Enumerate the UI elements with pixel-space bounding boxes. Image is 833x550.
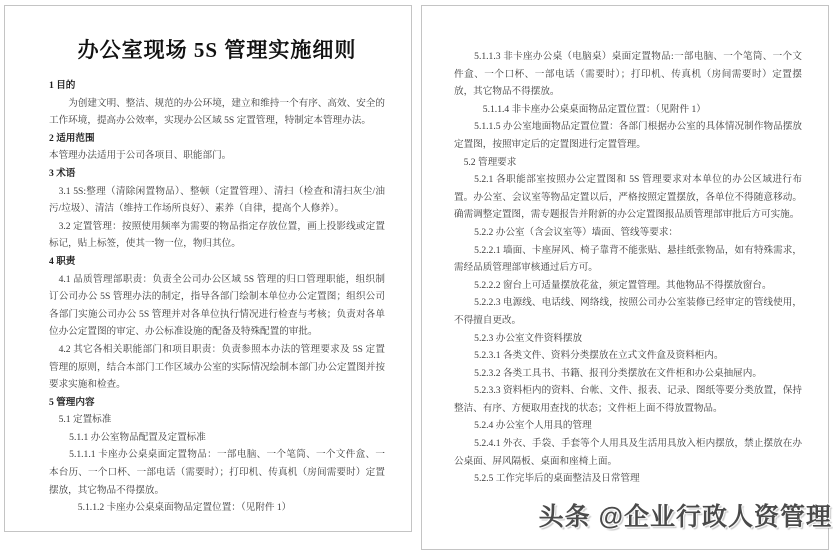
paragraph: 5.2.3 办公室文件资料摆放	[474, 332, 583, 344]
section-heading: 1 目的	[49, 80, 76, 91]
document-page-left	[4, 5, 412, 532]
paragraph: 4.1 品质管理部职责：负责全公司办公区域 5S 管理的归口管理职能，组织制订公司办公 5S 管理办法的制定，指导各部门绘制本单位办公定置图；组织公司各部门实施公司办公 5S 管理并对各单位执行情况进行检查与考核；负责对各单位办公定置图的审定、办公标准设施的配备及特殊配置的审批。	[49, 273, 385, 338]
watermark: 头条 @企业行政人资管理	[538, 503, 832, 531]
paragraph: 5.2.4.1 外衣、手袋、手套等个人用具及生活用具放入柜内摆放，禁止摆放在办公桌面、屏风隔板、桌面和座椅上面。	[454, 438, 802, 467]
paragraph: 5.1 定置标准	[58, 414, 112, 426]
paragraph: 为创建文明、整洁、规范的办公环境，建立和维持一个有序、高效、安全的工作环境，提高办公效率，实现办公区域 5S 定置管理，特制定本管理办法。	[49, 97, 385, 127]
paragraph: 5.2.3.3 资料柜内的资料、台帐、文件、报表、记录、图纸等要分类放置，保持整洁、有序、方便取用查找的状态；文件柜上面不得放置物品。	[454, 385, 802, 414]
paragraph: 3.2 定置管理：按照使用频率为需要的物品指定存放位置，画上投影线或定置标记，贴上标签，使其一物一位，物归其位。	[49, 220, 385, 250]
section-heading: 4 职责	[49, 255, 76, 267]
left-page-content	[49, 77, 385, 517]
paragraph: 5.1.1.1 卡座办公桌桌面定置物品：一部电脑、一个笔筒、一个文件盒、一本台历、一个口杯、一部电话（需要时）；打印机、传真机（房间需要时）定置摆放，其它物品不得摆放。	[49, 449, 385, 496]
paragraph: 5.2.3.2 各类工具书、书籍、报刊分类摆放在文件柜和办公桌抽屉内。	[474, 367, 762, 379]
section-heading: 2 适用范围	[49, 132, 95, 144]
paragraph: 5.2.2.1 墙面、卡座屏风、椅子靠背不能张贴、悬挂纸张物品，如有特殊需求，需经品质管理部审核通过后方可。	[454, 244, 802, 274]
right-page-content	[454, 48, 802, 488]
paragraph: 5.2.1 各职能部室按照办公定置图和 5S 管理要求对本单位的办公区域进行布置。办公室、会议室等物品定置以后，严格按照定置摆放，各单位不得随意移动。确需调整定置图，需专题报告并附新的办公定置图报品质管理部审批后方可实施。	[454, 174, 802, 221]
paragraph: 5.1.1 办公室物品配置及定置标准	[69, 431, 206, 443]
section-heading: 5 管理内容	[49, 396, 95, 408]
paragraph: 5.2.2.3 电源线、电话线、网络线，按照公司办公室装修已经审定的管线使用，不得擅自更改。	[454, 297, 802, 326]
paragraph: 3.1 5S:整理（清除闲置物品）、整顿（定置管理）、清扫（检查和清扫灰尘/油污/垃圾）、清洁（维持工作场所良好）、素养（自律，提高个人修养）。	[49, 185, 385, 215]
paragraph: 5.1.1.3 非卡座办公桌（电脑桌）桌面定置物品:一部电脑、一个笔筒、一个文件盒、一个口杯、一部电话（需要时）；打印机、传真机（房间需要时）定置摆放，其它物品不得摆放。	[454, 51, 802, 98]
paragraph: 5.2.5 工作完毕后的桌面整洁及日常管理	[474, 473, 640, 485]
paragraph: 5.1.1.5 办公室地面物品定置位置：各部门根据办公室的具体情况制作物品摆放定置图，按照审定后的定置图进行定置管理。	[454, 121, 802, 150]
paragraph: 5.2.2.2 窗台上可适量摆放花盆，须定置管理。其他物品不得摆放窗台。	[474, 279, 772, 291]
paragraph: 4.2 其它各相关职能部门和项目职责：负责参照本办法的管理要求及 5S 定置管理的原则，结合本部门工作区域办公室的实际情况绘制本部门办公定置图并按要求实施和检查。	[49, 343, 385, 391]
paragraph: 5.2 管理要求	[463, 156, 517, 168]
paragraph: 5.2.3.1 各类文件、资料分类摆放在立式文件盒及资料柜内。	[474, 350, 724, 362]
document-title: 办公室现场 5S 管理实施细则	[77, 38, 357, 62]
paragraph: 5.1.1.2 卡座办公桌桌面物品定置位置：（见附件 1）	[77, 502, 292, 514]
section-heading: 3 术语	[49, 167, 76, 179]
paragraph: 本管理办法适用于公司各项目、职能部门。	[49, 150, 232, 162]
document-page-right	[421, 5, 829, 550]
paragraph: 5.2.2 办公室（含会议室等）墙面、管线等要求：	[474, 226, 679, 238]
paragraph: 5.1.1.4 非卡座办公桌桌面物品定置位置：（见附件 1）	[482, 103, 706, 115]
paragraph: 5.2.4 办公室个人用具的管理	[474, 420, 592, 432]
